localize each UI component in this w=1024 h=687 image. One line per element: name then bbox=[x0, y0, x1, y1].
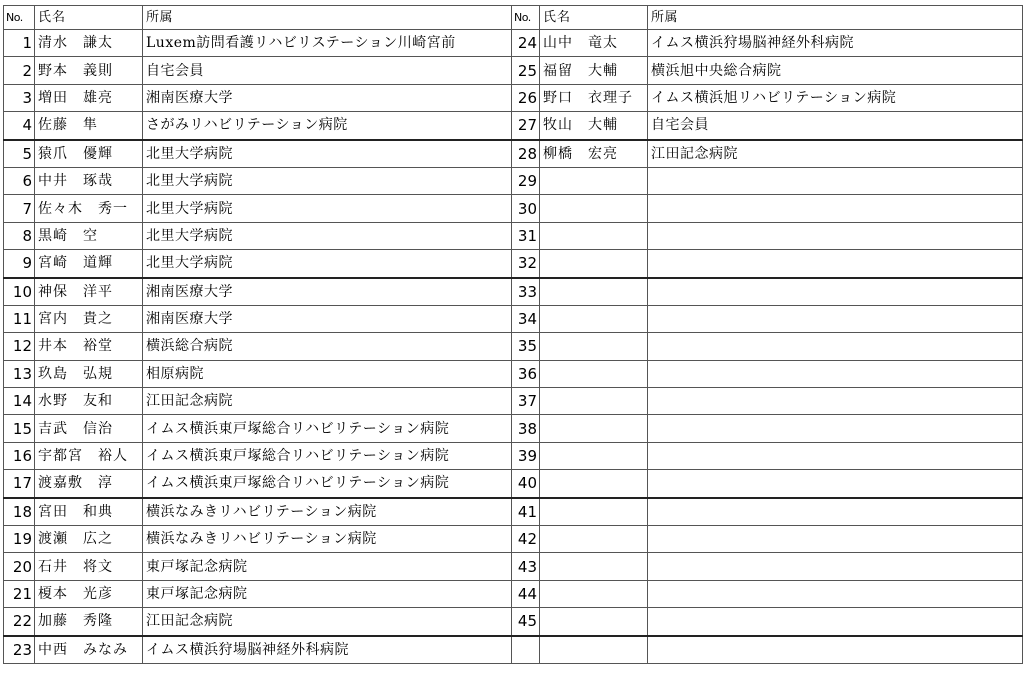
row-affiliation-right bbox=[648, 636, 1023, 664]
row-name-left: 玖島 弘規 bbox=[35, 360, 143, 387]
row-no-left: 5 bbox=[4, 140, 35, 168]
table-row bbox=[4, 636, 1023, 664]
table-row bbox=[4, 84, 1023, 111]
row-name-left: 渡瀬 広之 bbox=[35, 526, 143, 553]
table-row bbox=[4, 57, 1023, 84]
row-name-left: 神保 洋平 bbox=[35, 278, 143, 306]
header-row bbox=[4, 6, 1023, 30]
row-name-right bbox=[540, 222, 648, 249]
row-no-left: 1 bbox=[4, 30, 35, 57]
table-row bbox=[4, 250, 1023, 278]
row-affiliation-right bbox=[648, 222, 1023, 249]
row-affiliation-right bbox=[648, 442, 1023, 469]
row-affiliation-left: 北里大学病院 bbox=[143, 250, 512, 278]
row-affiliation-right: 横浜旭中央総合病院 bbox=[648, 57, 1023, 84]
row-no-right: 42 bbox=[512, 526, 540, 553]
row-affiliation-right bbox=[648, 608, 1023, 636]
row-name-right: 山中 竜太 bbox=[540, 30, 648, 57]
table-row bbox=[4, 526, 1023, 553]
row-no-left: 16 bbox=[4, 442, 35, 469]
row-name-left: 黒崎 空 bbox=[35, 222, 143, 249]
row-no-right: 44 bbox=[512, 580, 540, 607]
row-no-right: 45 bbox=[512, 608, 540, 636]
row-affiliation-right bbox=[648, 553, 1023, 580]
table-row bbox=[4, 333, 1023, 360]
row-affiliation-left: イムス横浜東戸塚総合リハビリテーション病院 bbox=[143, 415, 512, 442]
row-no-right: 37 bbox=[512, 388, 540, 415]
row-name-left: 宮内 貴之 bbox=[35, 305, 143, 332]
row-affiliation-right bbox=[648, 580, 1023, 607]
row-no-left: 14 bbox=[4, 388, 35, 415]
row-no-left: 9 bbox=[4, 250, 35, 278]
row-affiliation-right bbox=[648, 305, 1023, 332]
row-name-left: 猿爪 優輝 bbox=[35, 140, 143, 168]
participant-table bbox=[3, 5, 1023, 664]
row-name-right bbox=[540, 278, 648, 306]
participant-table-body bbox=[4, 6, 1023, 664]
row-name-right bbox=[540, 388, 648, 415]
row-name-right bbox=[540, 195, 648, 222]
table-row bbox=[4, 140, 1023, 168]
table-row bbox=[4, 167, 1023, 194]
row-no-left: 23 bbox=[4, 636, 35, 664]
row-no-left: 15 bbox=[4, 415, 35, 442]
row-name-right: 柳橋 宏亮 bbox=[540, 140, 648, 168]
row-name-right bbox=[540, 442, 648, 469]
row-no-right: 25 bbox=[512, 57, 540, 84]
row-name-left: 井本 裕堂 bbox=[35, 333, 143, 360]
row-name-left: 中西 みなみ bbox=[35, 636, 143, 664]
row-name-right bbox=[540, 470, 648, 498]
row-no-right: 41 bbox=[512, 498, 540, 526]
row-name-right bbox=[540, 360, 648, 387]
table-row bbox=[4, 498, 1023, 526]
row-no-left: 20 bbox=[4, 553, 35, 580]
row-affiliation-left: 自宅会員 bbox=[143, 57, 512, 84]
row-no-left: 17 bbox=[4, 470, 35, 498]
row-affiliation-right bbox=[648, 360, 1023, 387]
table-row bbox=[4, 388, 1023, 415]
row-no-right: 34 bbox=[512, 305, 540, 332]
row-no-left: 13 bbox=[4, 360, 35, 387]
header-name-left: 氏名 bbox=[35, 6, 143, 30]
row-name-right bbox=[540, 333, 648, 360]
row-name-left: 野本 義則 bbox=[35, 57, 143, 84]
row-affiliation-left: 北里大学病院 bbox=[143, 195, 512, 222]
row-name-left: 宮崎 道輝 bbox=[35, 250, 143, 278]
row-affiliation-right: 江田記念病院 bbox=[648, 140, 1023, 168]
row-affiliation-left: Luxem訪問看護リハビリステーション川崎宮前 bbox=[143, 30, 512, 57]
row-affiliation-left: 湘南医療大学 bbox=[143, 305, 512, 332]
row-name-right bbox=[540, 580, 648, 607]
table-row bbox=[4, 278, 1023, 306]
row-affiliation-right bbox=[648, 470, 1023, 498]
row-affiliation-right bbox=[648, 526, 1023, 553]
row-name-right bbox=[540, 553, 648, 580]
row-no-right: 43 bbox=[512, 553, 540, 580]
table-row bbox=[4, 442, 1023, 469]
row-name-left: 加藤 秀隆 bbox=[35, 608, 143, 636]
row-name-right bbox=[540, 250, 648, 278]
row-no-left: 6 bbox=[4, 167, 35, 194]
row-affiliation-left: 横浜なみきリハビリテーション病院 bbox=[143, 498, 512, 526]
row-affiliation-left: 横浜総合病院 bbox=[143, 333, 512, 360]
row-no-left: 2 bbox=[4, 57, 35, 84]
row-no-right: 27 bbox=[512, 112, 540, 140]
row-affiliation-left: イムス横浜狩場脳神経外科病院 bbox=[143, 636, 512, 664]
row-no-right: 32 bbox=[512, 250, 540, 278]
table-row bbox=[4, 470, 1023, 498]
table-row bbox=[4, 580, 1023, 607]
row-affiliation-right bbox=[648, 195, 1023, 222]
row-no-right: 28 bbox=[512, 140, 540, 168]
row-no-right: 29 bbox=[512, 167, 540, 194]
row-affiliation-right: イムス横浜狩場脳神経外科病院 bbox=[648, 30, 1023, 57]
table-row bbox=[4, 195, 1023, 222]
row-name-left: 増田 雄亮 bbox=[35, 84, 143, 111]
row-name-right bbox=[540, 415, 648, 442]
row-affiliation-left: 北里大学病院 bbox=[143, 167, 512, 194]
row-no-left: 7 bbox=[4, 195, 35, 222]
row-no-right: 38 bbox=[512, 415, 540, 442]
row-no-right: 36 bbox=[512, 360, 540, 387]
header-name-right: 氏名 bbox=[540, 6, 648, 30]
row-no-left: 11 bbox=[4, 305, 35, 332]
row-name-left: 宮田 和典 bbox=[35, 498, 143, 526]
table-row bbox=[4, 305, 1023, 332]
row-no-right: 26 bbox=[512, 84, 540, 111]
row-no-right bbox=[512, 636, 540, 664]
row-name-left: 佐藤 隼 bbox=[35, 112, 143, 140]
row-no-right: 30 bbox=[512, 195, 540, 222]
row-name-right bbox=[540, 305, 648, 332]
row-name-left: 吉武 信治 bbox=[35, 415, 143, 442]
row-name-right bbox=[540, 498, 648, 526]
row-affiliation-right bbox=[648, 278, 1023, 306]
header-no-right: No. bbox=[512, 6, 540, 30]
row-name-left: 宇都宮 裕人 bbox=[35, 442, 143, 469]
row-affiliation-right bbox=[648, 333, 1023, 360]
row-affiliation-left: 横浜なみきリハビリテーション病院 bbox=[143, 526, 512, 553]
table-row bbox=[4, 112, 1023, 140]
row-name-right: 牧山 大輔 bbox=[540, 112, 648, 140]
row-affiliation-left: 相原病院 bbox=[143, 360, 512, 387]
row-affiliation-left: 北里大学病院 bbox=[143, 222, 512, 249]
row-affiliation-right: イムス横浜旭リハビリテーション病院 bbox=[648, 84, 1023, 111]
row-name-left: 榎本 光彦 bbox=[35, 580, 143, 607]
row-affiliation-right bbox=[648, 498, 1023, 526]
header-no-left: No. bbox=[4, 6, 35, 30]
row-no-right: 39 bbox=[512, 442, 540, 469]
row-affiliation-right bbox=[648, 167, 1023, 194]
row-affiliation-left: 江田記念病院 bbox=[143, 388, 512, 415]
row-name-right bbox=[540, 167, 648, 194]
row-no-left: 21 bbox=[4, 580, 35, 607]
table-row bbox=[4, 30, 1023, 57]
row-no-right: 33 bbox=[512, 278, 540, 306]
row-no-right: 24 bbox=[512, 30, 540, 57]
row-no-left: 8 bbox=[4, 222, 35, 249]
row-name-left: 清水 謙太 bbox=[35, 30, 143, 57]
row-affiliation-left: 北里大学病院 bbox=[143, 140, 512, 168]
row-name-left: 石井 将文 bbox=[35, 553, 143, 580]
table-row bbox=[4, 608, 1023, 636]
row-affiliation-left: 江田記念病院 bbox=[143, 608, 512, 636]
row-affiliation-left: イムス横浜東戸塚総合リハビリテーション病院 bbox=[143, 470, 512, 498]
row-affiliation-left: 湘南医療大学 bbox=[143, 84, 512, 111]
row-no-right: 35 bbox=[512, 333, 540, 360]
row-no-left: 3 bbox=[4, 84, 35, 111]
row-affiliation-right bbox=[648, 415, 1023, 442]
row-no-left: 12 bbox=[4, 333, 35, 360]
row-no-right: 31 bbox=[512, 222, 540, 249]
row-name-left: 渡嘉敷 淳 bbox=[35, 470, 143, 498]
table-row bbox=[4, 360, 1023, 387]
header-affiliation-left: 所属 bbox=[143, 6, 512, 30]
row-no-left: 19 bbox=[4, 526, 35, 553]
row-no-left: 18 bbox=[4, 498, 35, 526]
row-affiliation-left: 湘南医療大学 bbox=[143, 278, 512, 306]
row-affiliation-left: 東戸塚記念病院 bbox=[143, 580, 512, 607]
row-name-right bbox=[540, 636, 648, 664]
table-row bbox=[4, 222, 1023, 249]
row-name-right bbox=[540, 526, 648, 553]
row-name-right: 福留 大輔 bbox=[540, 57, 648, 84]
row-name-right bbox=[540, 608, 648, 636]
row-affiliation-left: イムス横浜東戸塚総合リハビリテーション病院 bbox=[143, 442, 512, 469]
row-no-left: 10 bbox=[4, 278, 35, 306]
row-name-left: 佐々木 秀一 bbox=[35, 195, 143, 222]
row-no-right: 40 bbox=[512, 470, 540, 498]
row-name-left: 水野 友和 bbox=[35, 388, 143, 415]
row-affiliation-right bbox=[648, 388, 1023, 415]
row-affiliation-right: 自宅会員 bbox=[648, 112, 1023, 140]
row-name-right: 野口 衣理子 bbox=[540, 84, 648, 111]
row-affiliation-left: さがみリハビリテーション病院 bbox=[143, 112, 512, 140]
row-affiliation-left: 東戸塚記念病院 bbox=[143, 553, 512, 580]
header-affiliation-right: 所属 bbox=[648, 6, 1023, 30]
row-no-left: 4 bbox=[4, 112, 35, 140]
row-affiliation-right bbox=[648, 250, 1023, 278]
table-row bbox=[4, 415, 1023, 442]
row-no-left: 22 bbox=[4, 608, 35, 636]
table-row bbox=[4, 553, 1023, 580]
row-name-left: 中井 琢哉 bbox=[35, 167, 143, 194]
